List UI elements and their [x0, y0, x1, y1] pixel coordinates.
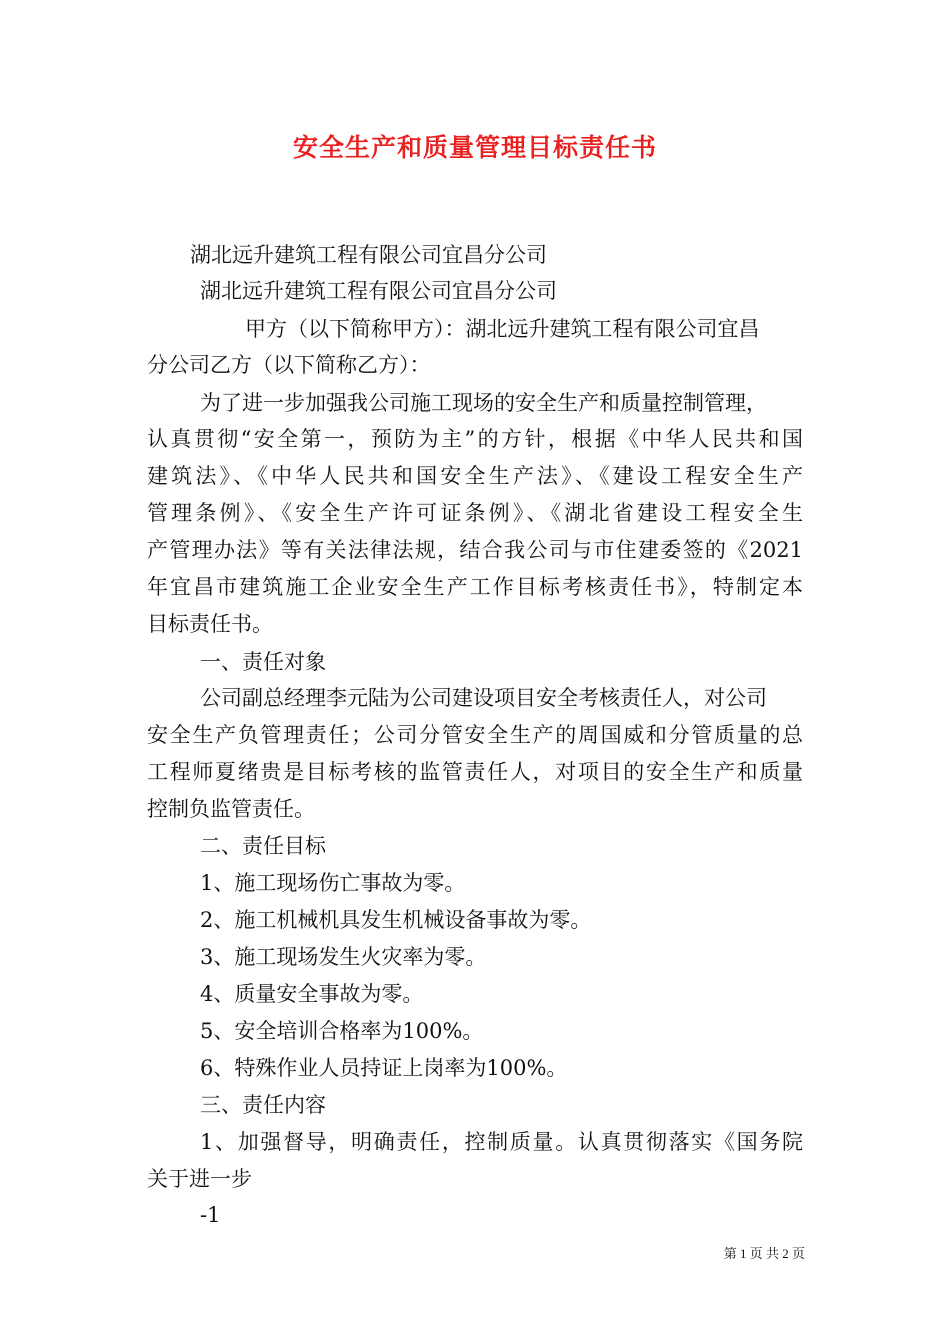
- text-line: 湖北远升建筑工程有限公司宜昌分公司: [200, 279, 557, 303]
- text-line: 工程师夏绪贵是目标考核的监管责任人，对项目的安全生产和质量: [147, 760, 803, 784]
- text-line: 建筑法》、《中华人民共和国安全生产法》、《建设工程安全生产: [147, 464, 803, 488]
- list-item: 5、安全培训合格率为100%。: [200, 1019, 484, 1043]
- text-line: 分公司乙方（以下简称乙方）：: [147, 353, 431, 377]
- text-line: 产管理办法》等有关法律法规，结合我公司与市住建委签的《2021: [147, 538, 803, 562]
- text-line: 湖北远升建筑工程有限公司宜昌分公司: [190, 243, 547, 267]
- text-line: 关于进一步: [147, 1167, 252, 1191]
- section-heading: 三、责任内容: [200, 1093, 326, 1117]
- list-item: 3、施工现场发生火灾率为零。: [200, 945, 487, 969]
- section-heading: 一、责任对象: [200, 650, 326, 674]
- text-line: 1、加强督导，明确责任，控制质量。认真贯彻落实《国务院: [200, 1130, 803, 1154]
- page-title: 安全生产和质量管理目标责任书: [292, 133, 657, 162]
- text-line: 目标责任书。: [147, 612, 273, 636]
- text-line: 管理条例》、《安全生产许可证条例》、《湖北省建设工程安全生: [147, 501, 803, 525]
- list-item: 6、特殊作业人员持证上岗率为100%。: [200, 1056, 568, 1080]
- list-item: 1、施工现场伤亡事故为零。: [200, 871, 466, 895]
- text-line: 为了进一步加强我公司施工现场的安全生产和质量控制管理，: [200, 391, 767, 415]
- list-item: 4、质量安全事故为零。: [200, 982, 424, 1006]
- section-heading: 二、责任目标: [200, 834, 326, 858]
- list-item: 2、施工机械机具发生机械设备事故为零。: [200, 908, 592, 932]
- page-marker: -1: [200, 1203, 221, 1227]
- page-footer: 第 1 页 共 2 页: [723, 1246, 805, 1261]
- text-line: 安全生产负管理责任；公司分管安全生产的周国威和分管质量的总: [147, 723, 803, 747]
- text-line: 公司副总经理李元陆为公司建设项目安全考核责任人，对公司: [200, 686, 767, 710]
- text-line: 甲方（以下简称甲方）：湖北远升建筑工程有限公司宜昌: [245, 317, 760, 341]
- text-line: 控制负监管责任。: [147, 797, 315, 821]
- text-line: 认真贯彻“安全第一，预防为主”的方针，根据《中华人民共和国: [147, 427, 803, 451]
- text-line: 年宜昌市建筑施工企业安全生产工作目标考核责任书》，特制定本: [147, 575, 803, 599]
